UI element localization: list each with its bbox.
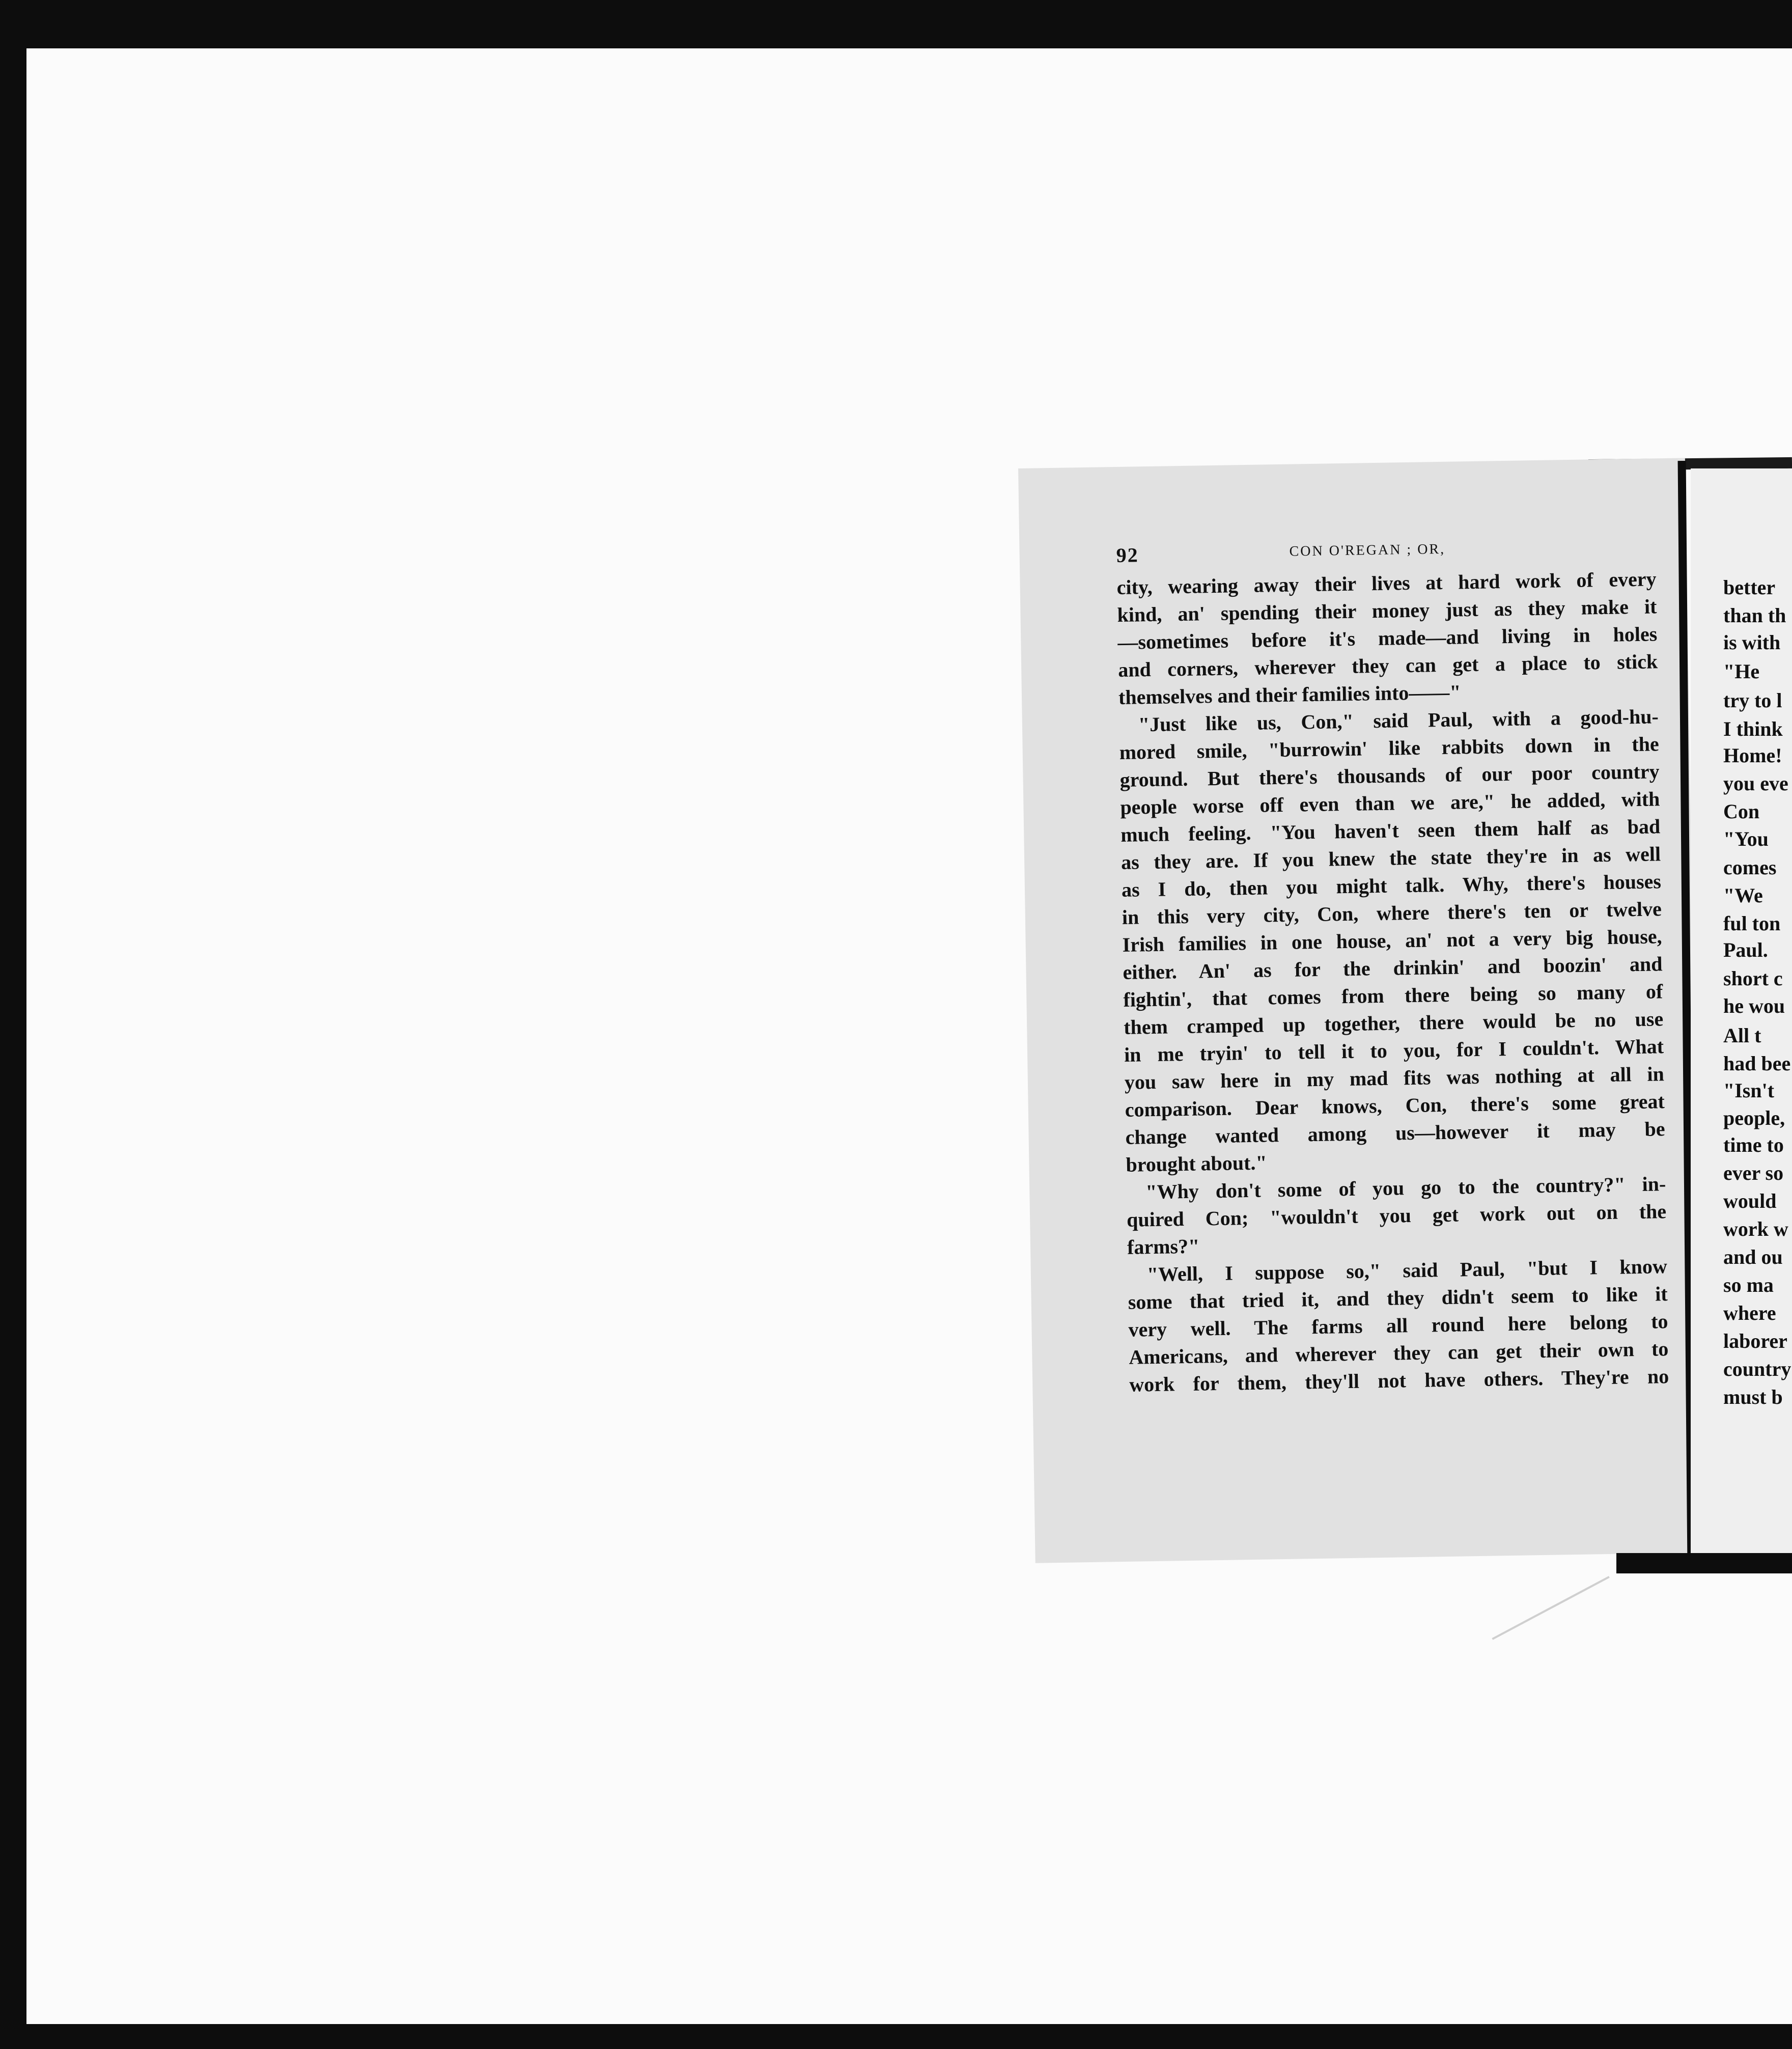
text-line: ever so (1723, 1161, 1784, 1184)
text-line: "We (1723, 884, 1763, 907)
text-line: Con (1723, 800, 1760, 823)
text-line: you eve (1723, 772, 1788, 795)
text-line: kind, an' spending their money just as they make it (1117, 595, 1657, 626)
text-line: some that tried it, and they didn't seem to like it (1128, 1282, 1668, 1314)
text-line: is with (1723, 631, 1781, 654)
text-line: fightin', that comes from there being so many of (1123, 980, 1663, 1011)
text-line: farms?" (1127, 1234, 1200, 1259)
text-line: much feeling. "You haven't seen them half as bad (1120, 815, 1661, 846)
running-head: CON O'REGAN ; OR, (1289, 541, 1446, 560)
text-line: better (1723, 576, 1776, 599)
text-line: so ma (1723, 1273, 1774, 1296)
text-line: work w (1723, 1217, 1788, 1240)
text-line: change wanted among us—however it may be (1125, 1117, 1665, 1149)
text-line: would (1723, 1189, 1777, 1212)
left-page (1018, 458, 1702, 1563)
text-line: "Isn't (1723, 1079, 1775, 1102)
text-line: comes (1723, 856, 1777, 879)
text-line: quired Con; "wouldn't you get work out on the (1126, 1200, 1667, 1231)
left-page-body (1116, 565, 1669, 1398)
text-line: "Just like us, Con," said Paul, with a good-hu- (1138, 705, 1659, 736)
text-line: I think (1723, 717, 1783, 740)
text-line: very well. The farms all round here belong to (1128, 1310, 1668, 1341)
text-line: them cramped up together, there would be no use (1123, 1007, 1664, 1039)
page-number: 92 (1116, 543, 1139, 567)
text-line: Paul. (1723, 938, 1768, 961)
text-line: people worse off even than we are," he added, with (1120, 787, 1660, 819)
text-line: as they are. If you knew the state they're in as well (1121, 842, 1661, 874)
text-line: "Why don't some of you go to the country?" in- (1145, 1172, 1666, 1204)
text-line: Americans, and wherever they can get their own to (1129, 1337, 1669, 1369)
text-line: ground. But there's thousands of our poor country (1119, 760, 1660, 791)
text-line: as I do, then you might talk. Why, there's houses (1121, 870, 1662, 901)
text-line: time to (1723, 1133, 1784, 1156)
text-line: people, (1723, 1106, 1785, 1129)
text-line: mored smile, "burrowin' like rabbits down in the (1119, 732, 1660, 764)
text-line: he wou (1723, 994, 1785, 1017)
text-line: Irish families in one house, an' not a very big house, (1122, 925, 1662, 956)
text-line: —sometimes before it's made—and living in holes (1117, 622, 1658, 654)
left-page-text-block (1116, 535, 1669, 1398)
right-page-fragment (1691, 468, 1792, 1553)
text-line: than th (1723, 604, 1786, 627)
text-line: "Well, I suppose so," said Paul, "but I know (1146, 1255, 1668, 1286)
text-line: "You (1723, 827, 1769, 850)
text-line: must b (1723, 1386, 1783, 1408)
text-line: country (1723, 1358, 1791, 1380)
text-line: "He (1723, 660, 1760, 683)
text-line: brought about." (1126, 1151, 1267, 1176)
text-line: and corners, wherever they can get a place to stick (1117, 650, 1658, 681)
book-edge-shadow (1616, 1553, 1792, 1573)
text-line: laborer (1723, 1330, 1787, 1352)
text-line: city, wearing away their lives at hard work of every (1116, 567, 1657, 599)
text-line: work for them, they'll not have others. They're no (1129, 1365, 1669, 1396)
text-line: themselves and their families into——" (1118, 680, 1461, 709)
text-line: either. An' as for the drinkin' and boozin' and (1123, 952, 1663, 984)
text-line: All t (1723, 1024, 1761, 1047)
text-line: try to l (1723, 689, 1782, 712)
text-line: you saw here in my mad fits was nothing at all in (1124, 1062, 1665, 1094)
text-line: in me tryin' to tell it to you, for I couldn't. What (1124, 1035, 1664, 1066)
text-line: Home! (1723, 744, 1782, 767)
text-line: comparison. Dear knows, Con, there's some great (1125, 1090, 1665, 1121)
text-line: where (1723, 1302, 1776, 1324)
text-line: had bee (1723, 1052, 1791, 1075)
text-line: and ou (1723, 1245, 1783, 1268)
text-line: short c (1723, 967, 1783, 990)
text-line: ful ton (1723, 912, 1781, 935)
text-line: in this very city, Con, where there's ten or twelve (1122, 897, 1662, 929)
